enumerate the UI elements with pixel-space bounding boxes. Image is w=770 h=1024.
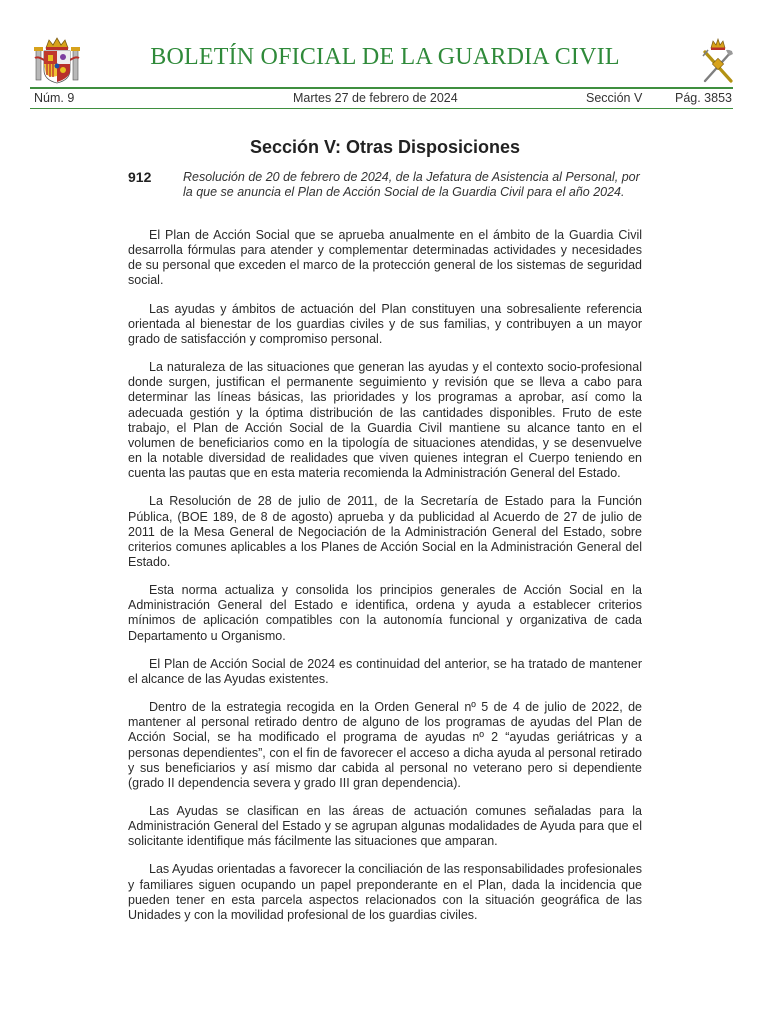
paragraph: Las Ayudas se clasifican en las áreas de actuación comunes señaladas para la Administración General del Estado y se agrupan algunas modalidades de Ayuda para que el solicitante identifique más fácilmente las situaciones que amparan. bbox=[128, 804, 642, 849]
issue-date: Martes 27 de febrero de 2024 bbox=[293, 91, 458, 105]
disposition-number: 912 bbox=[128, 169, 152, 185]
paragraph: Las Ayudas orientadas a favorecer la conciliación de las responsabilidades profesionales y familiares siguen ocupando un papel preponderante en el Plan, dada la incidencia que pueden tener en esta parcela aspectos relacionados con la situación geográfica de las Unidades y con la movilidad profesional de los guardias civiles. bbox=[128, 862, 642, 922]
paragraph: La Resolución de 28 de julio de 2011, de la Secretaría de Estado para la Función Pública, (BOE 189, de 8 de agosto) aprueba y da publicidad al Acuerdo de 27 de julio de 2011 de la Mesa General de Negociación de la Administración General del Estado, sobre criterios comunes aplicables a los Planes de Acción Social en la Administración General del Estado. bbox=[128, 494, 642, 569]
paragraph: Las ayudas y ámbitos de actuación del Plan constituyen una sobresaliente referencia orientada al bienestar de los guardias civiles y de sus familias, y contribuyen a un mayor grado de satisfacción y compromiso personal. bbox=[128, 301, 642, 346]
document-body bbox=[128, 228, 642, 936]
paragraph: Esta norma actualiza y consolida los principios generales de Acción Social en la Administración General del Estado e identifica, ordena y ayuda a establecer criterios mínimos de aplicación compatibles con la autonomía funcional y organizativa de cada Departamento u Organismo. bbox=[128, 583, 642, 643]
masthead-title: BOLETÍN OFICIAL DE LA GUARDIA CIVIL bbox=[150, 44, 620, 70]
paragraph: La naturaleza de las situaciones que generan las ayudas y el contexto socio-profesional donde surgen, justifican el permanente seguimiento y revisión que se lleva a cabo para determinar las líneas básicas, las prioridades y los programas a aprobar, así como la adecuada gestión y la óptima distribución de las cantidades disponibles. Fruto de este trabajo, el Plan de Acción Social de la Guardia Civil mantiene su alcance tanto en el volumen de beneficiarios como en la tipología de situaciones atendidas, y se desenvuelve en la notable diversidad de realidades que viven quienes integran el Cuerpo teniendo en cuenta las pautas que en esta materia recomienda la Administración General del Estado. bbox=[128, 360, 642, 481]
paragraph: El Plan de Acción Social de 2024 es continuidad del anterior, se ha tratado de mantener el alcance de las Ayudas existentes. bbox=[128, 656, 642, 686]
issue-number: Núm. 9 bbox=[34, 91, 75, 105]
header-rule-top bbox=[30, 87, 733, 89]
section-title: Sección V: Otras Disposiciones bbox=[249, 137, 521, 157]
header-rule-bottom bbox=[30, 108, 733, 109]
paragraph: Dentro de la estrategia recogida en la Orden General nº 5 de 4 de julio de 2022, de mantener al personal retirado dentro de alguno de los programas de ayudas del Plan de Acción Social, se ha modificado el programa de ayudas nº 2 “ayudas geriátricas y a personas dependientes”, con el fin de favorecer el acceso a dicha ayuda al personal retirado y sus beneficiarios y así mismo dar cabida al personal no veterano pero si dependiente (grado II dependencia severa y grado III gran dependencia). bbox=[128, 700, 642, 790]
disposition-title: Resolución de 20 de febrero de 2024, de la Jefatura de Asistencia al Personal, por la que se anuncia el Plan de Acción Social de la Guardia Civil para el año 2024. bbox=[183, 170, 640, 199]
page-number: Pág. 3853 bbox=[675, 91, 732, 105]
guardia-civil-emblem-icon bbox=[700, 38, 736, 84]
issue-section: Sección V bbox=[586, 91, 643, 105]
page-header bbox=[30, 30, 740, 90]
paragraph: El Plan de Acción Social que se aprueba anualmente en el ámbito de la Guardia Civil desarrolla fórmulas para atender y complementar determinadas actividades y necesidades de su personal que exceden el marco de la protección general de los sistemas de seguridad social. bbox=[128, 228, 642, 288]
